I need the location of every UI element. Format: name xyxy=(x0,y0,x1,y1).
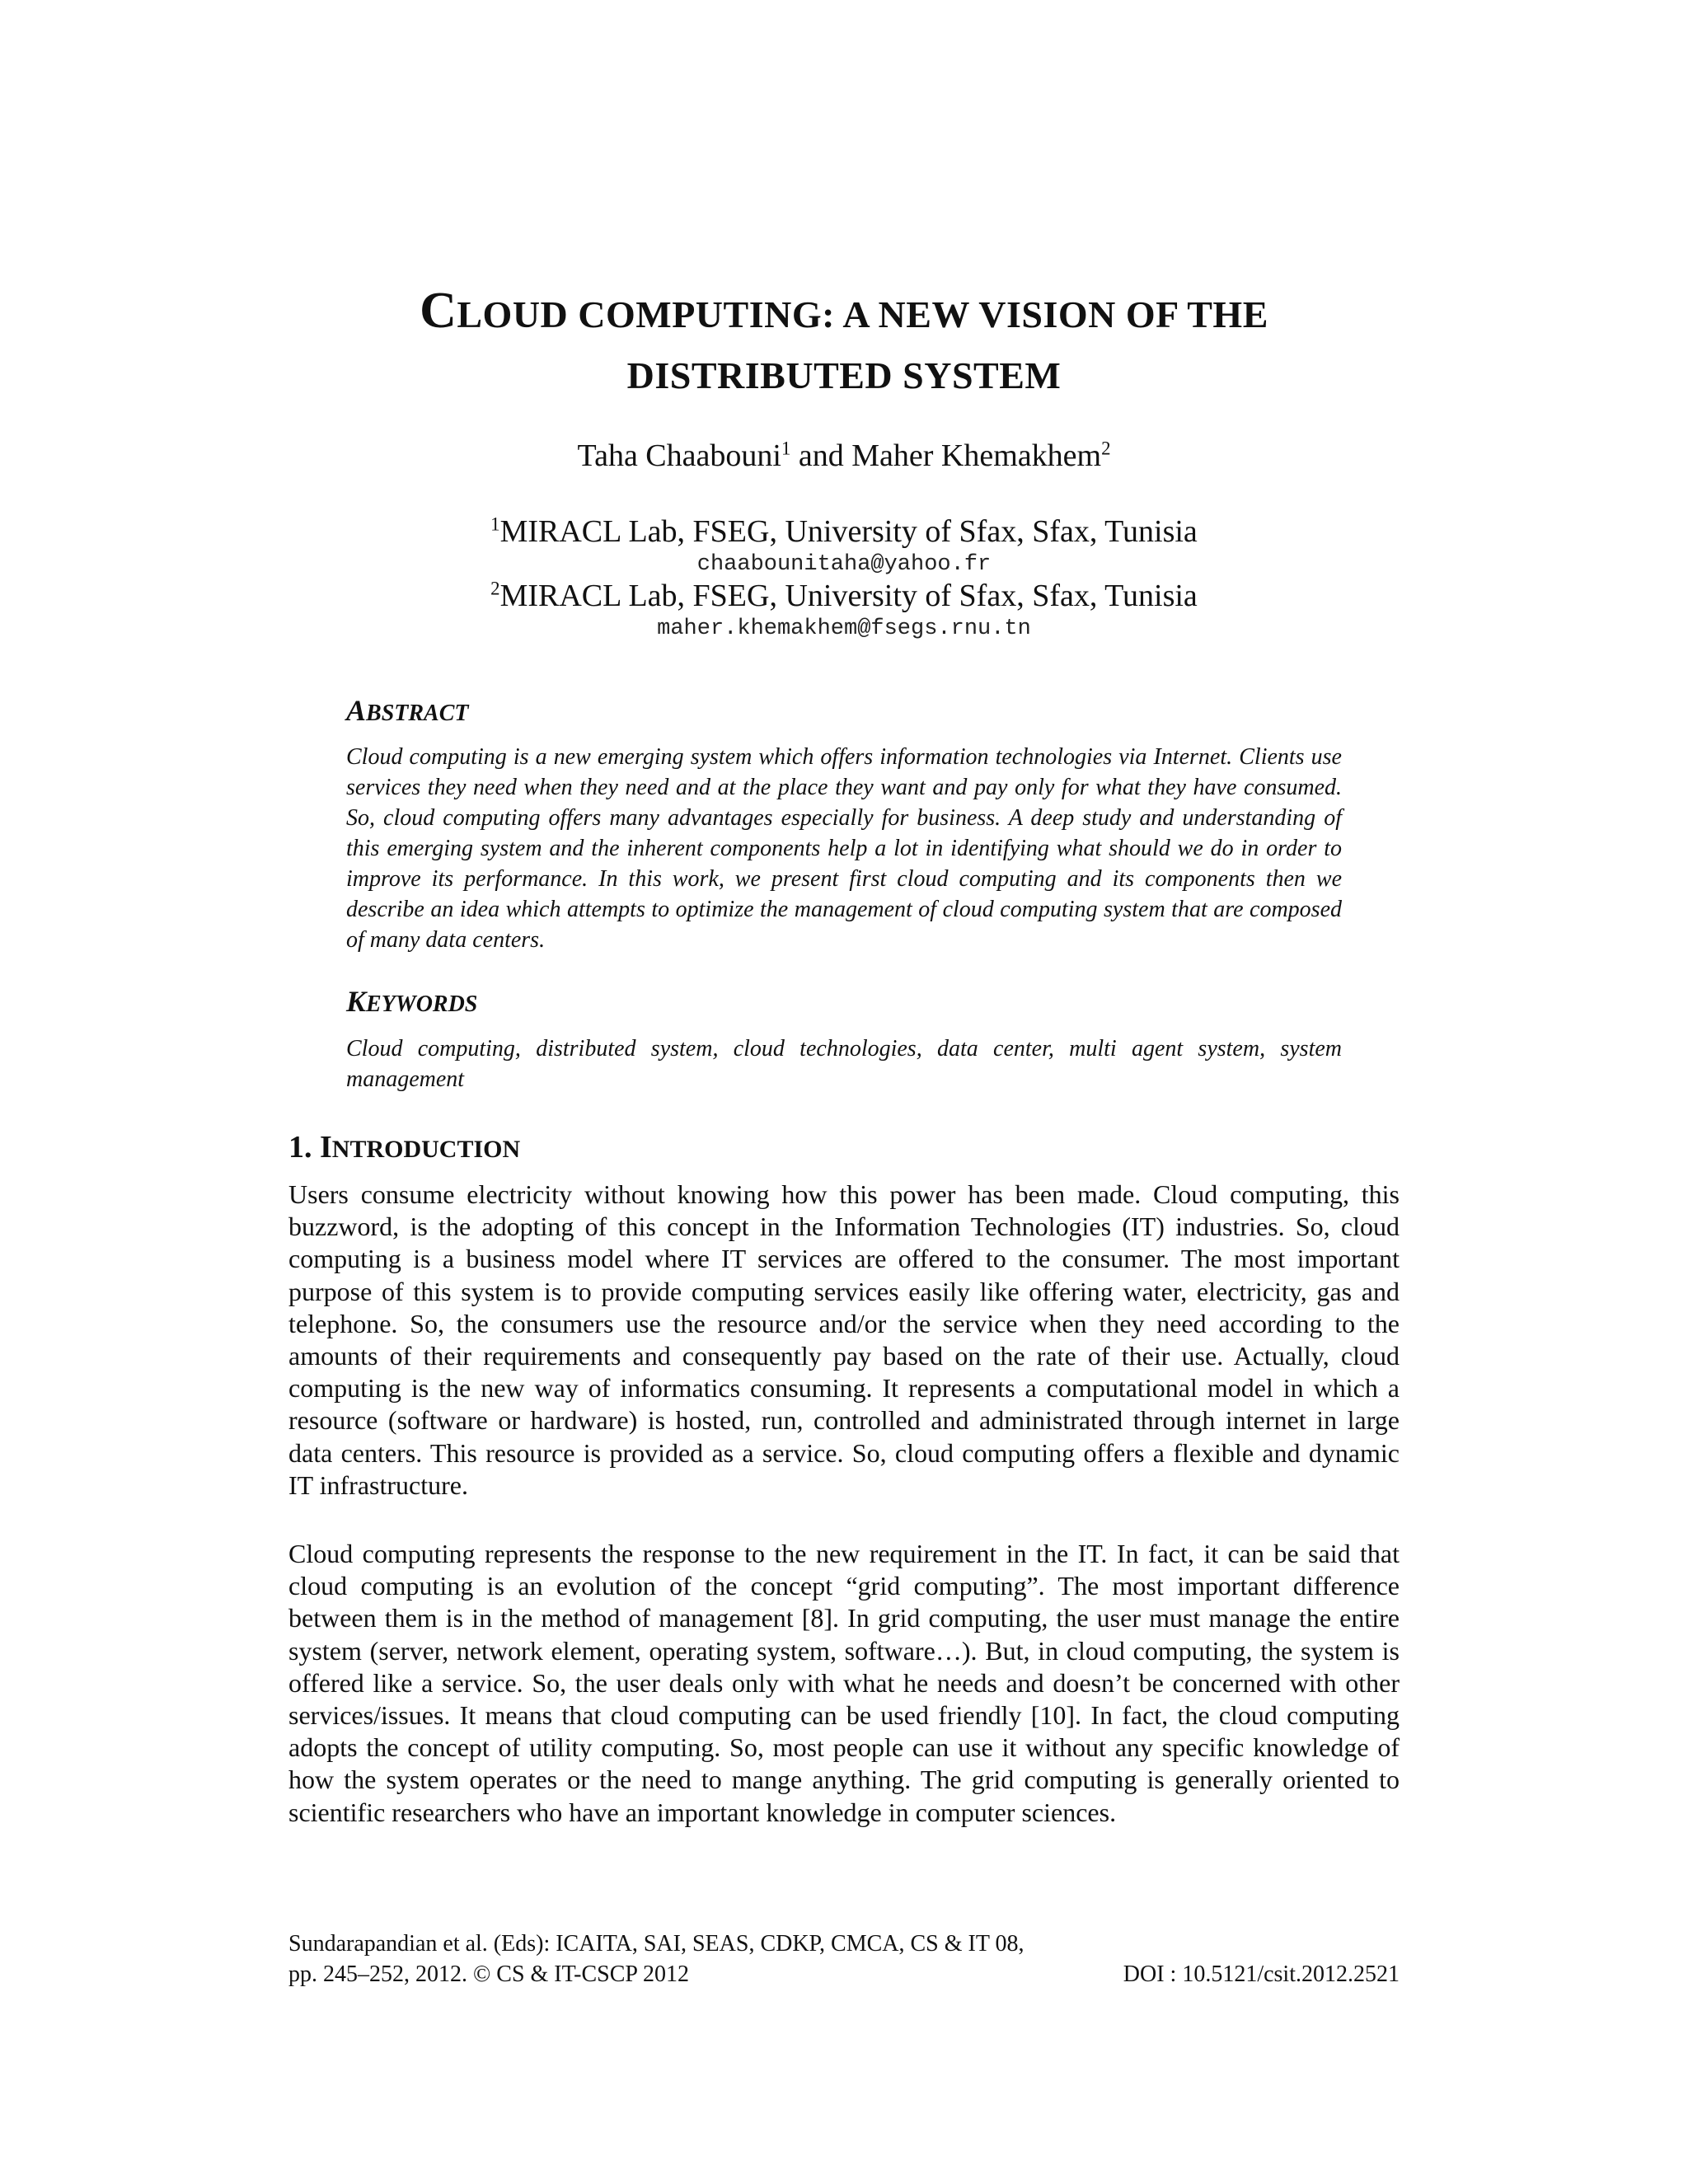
affiliation-1-text: MIRACL Lab, FSEG, University of Sfax, Sfax, Tunisia xyxy=(499,514,1198,549)
introduction-paragraph-2: Cloud computing represents the response to the new requirement in the IT. In fact, it can be said that cloud computing is an evolution of the concept “grid computing”. The most important difference between them is in the method of management [8]. In grid computing, the user must manage the entire system (server, network element, operating system, software…). But, in cloud computing, the system is offered like a service. So, the user deals only with what he needs and doesn’t be concerned with other services/issues. It means that cloud computing can be used friendly [10]. In fact, the cloud computing adopts the concept of utility computing. So, most people can use it without any specific knowledge of how the system operates or the need to mange anything. The grid computing is generally oriented to scientific researchers who have an important knowledge in computer sciences. xyxy=(288,1539,1400,1827)
keywords-heading-cap: K xyxy=(346,985,367,1018)
affiliation-1-email: chaabounitaha@yahoo.fr xyxy=(696,552,992,577)
introduction-heading-num: 1. I xyxy=(288,1130,332,1165)
title-line-1 xyxy=(0,280,1688,345)
paper-title xyxy=(0,280,1688,406)
title-initial-cap: C xyxy=(420,283,457,339)
abstract-heading-cap: A xyxy=(346,694,367,727)
affiliation-2-sup: 2 xyxy=(490,578,500,599)
author-1-name: Taha Chaabouni xyxy=(577,438,781,473)
keywords-text: Cloud computing, distributed system, cloud technologies, data center, multi agent system, system management xyxy=(346,1036,1342,1092)
affiliation-2-text: MIRACL Lab, FSEG, University of Sfax, Sfax, Tunisia xyxy=(499,579,1198,613)
abstract-heading-rest: BSTRACT xyxy=(366,701,469,726)
author-1-sup: 1 xyxy=(781,438,791,459)
affiliation-2-email: maher.khemakhem@fsegs.rnu.tn xyxy=(657,616,1031,641)
footer-line-2 xyxy=(288,1959,1400,1990)
author-2-sup: 2 xyxy=(1101,438,1111,459)
footer-doi: DOI : 10.5121/csit.2012.2521 xyxy=(1123,1961,1400,1987)
title-line-2: DISTRIBUTED SYSTEM xyxy=(626,354,1062,396)
affiliation-1 xyxy=(0,513,1688,551)
affiliation-2 xyxy=(0,577,1688,615)
abstract-heading xyxy=(346,694,469,730)
footer-citation: pp. 245–252, 2012. © CS & IT-CSCP 2012 xyxy=(288,1961,689,1987)
author-line xyxy=(0,435,1688,476)
keywords-heading xyxy=(346,985,477,1021)
abstract-text: Cloud computing is a new emerging system which offers information technologies via Internet. Clients use services they need when they need and at the place they want and pay only for what they have consumed. So, cloud computing offers many advantages especially for business. A deep study and understanding of this emerging system and the inherent components help a lot in identifying what should we do in order to improve its performance. In this work, we present first cloud computing and its components then we describe an idea which attempts to optimize the management of cloud computing system that are composed of many data centers. xyxy=(346,744,1342,953)
author-2-name: and Maher Khemakhem xyxy=(790,438,1102,473)
title-line-1-text: LOUD COMPUTING: A NEW VISION OF THE xyxy=(457,293,1268,335)
introduction-paragraph-1: Users consume electricity without knowing how this power has been made. Cloud computing, this buzzword, is the adopting of this concept in the Information Technologies (IT) industries. So, cloud computing is a business model where IT services are offered to the consumer. The most important purpose of this system is to provide computing services easily like offering water, electricity, gas and telephone. So, the consumers use the resource and/or the service when they need according to the amounts of their requirements and consequently pay based on the rate of their use. Actually, cloud computing is the new way of informatics consuming. It represents a computational model in which a resource (software or hardware) is hosted, run, controlled and administrated through internet in large data centers. This resource is provided as a service. So, cloud computing offers a flexible and dynamic IT infrastructure. xyxy=(288,1179,1400,1500)
page-footer xyxy=(288,1929,1400,1990)
introduction-heading xyxy=(288,1129,520,1168)
introduction-heading-rest: NTRODUCTION xyxy=(331,1136,521,1163)
footer-line-1: Sundarapandian et al. (Eds): ICAITA, SAI, SEAS, CDKP, CMCA, CS & IT 08, xyxy=(288,1931,1025,1957)
affiliation-1-sup: 1 xyxy=(490,513,500,535)
keywords-heading-rest: EYWORDS xyxy=(366,991,478,1017)
